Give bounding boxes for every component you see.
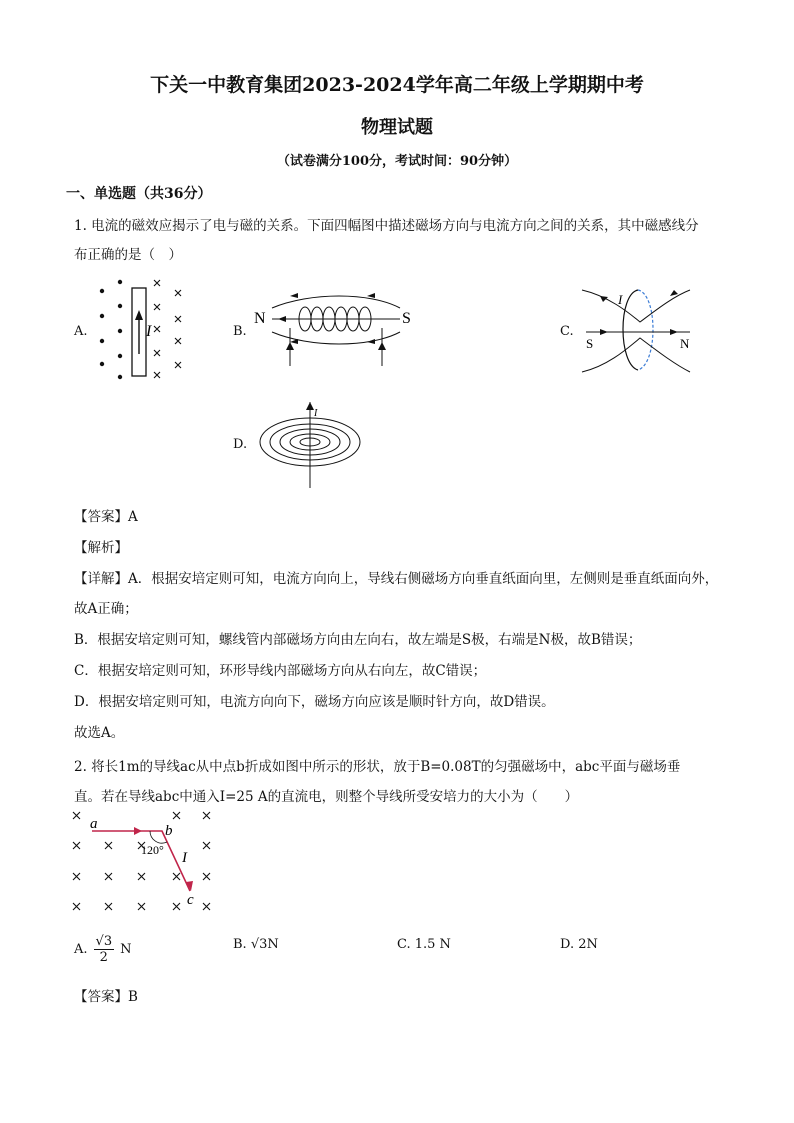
q1-fig-c-north: N bbox=[680, 336, 690, 351]
section-heading: 一、单选题（共36分） bbox=[66, 186, 212, 202]
q1-detail-c: C．根据安培定则可知，环形导线内部磁场方向从右向左，故C错误； bbox=[74, 663, 487, 679]
q1-option-a-label: A. bbox=[74, 324, 88, 339]
q1-fig-c-current-label: I bbox=[618, 292, 623, 307]
q2-option-b: B. √3N bbox=[233, 937, 279, 952]
q1-analysis-tag: 【解析】 bbox=[74, 540, 128, 556]
q2-option-c: C. 1.5 N bbox=[397, 937, 451, 952]
q1-figure-c-loop bbox=[578, 282, 698, 377]
q1-fig-b-north: N bbox=[254, 310, 266, 327]
q1-stem-line2: 布正确的是（ ） bbox=[74, 247, 182, 263]
q1-fig-d-current-label: I bbox=[314, 408, 318, 419]
q1-option-d-label: D. bbox=[233, 437, 248, 452]
q2-answer: 【答案】B bbox=[74, 989, 138, 1005]
q1-detail-b: B．根据安培定则可知，螺线管内部磁场方向由左向右，故左端是S极，右端是N极，故B错误； bbox=[74, 632, 642, 648]
page-title: 下关一中教育集团2023-2024学年高二年级上学期期中考 bbox=[150, 74, 644, 96]
q1-conclusion: 故选A。 bbox=[74, 725, 125, 741]
q2-stem-line2: 直。若在导线abc中通入I=25 A的直流电，则整个导线所受安培力的大小为（ ） bbox=[74, 789, 579, 805]
q1-figure-b-solenoid bbox=[250, 288, 430, 368]
q2-option-a-fraction: $\frac{√3}{2}$ bbox=[95, 934, 113, 965]
q1-option-b-label: B. bbox=[233, 324, 247, 339]
q2-stem-line1: 2. 将长1m的导线ac从中点b折成如图中所示的形状，放于B=0.08T的匀强磁场中，abc平面与磁场垂 bbox=[74, 759, 681, 775]
q2-fig-label-b: b bbox=[165, 823, 173, 839]
q2-fig-angle: 120° bbox=[141, 843, 164, 857]
q1-detail-a2: 故A正确； bbox=[74, 601, 138, 617]
q2-option-a: A. $\frac{√3}{2}$ N bbox=[74, 934, 132, 965]
q1-detail-d: D．根据安培定则可知，电流方向向下，磁场方向应该是顺时针方向，故D错误。 bbox=[74, 694, 555, 710]
q1-fig-b-south: S bbox=[402, 310, 411, 327]
q2-option-d: D. 2N bbox=[560, 937, 598, 952]
q2-fig-label-a: a bbox=[90, 816, 98, 832]
q1-fig-a-current-label: I bbox=[146, 323, 152, 340]
q1-figure-a bbox=[92, 276, 192, 386]
q1-fig-c-south: S bbox=[586, 336, 594, 351]
page-subtitle: 物理试题 bbox=[361, 117, 433, 138]
q1-detail-a1: 【详解】A．根据安培定则可知，电流方向向上，导线右侧磁场方向垂直纸面向里，左侧则是垂直纸面向外， bbox=[74, 571, 719, 587]
q1-figure-d-concentric bbox=[254, 400, 364, 490]
q2-fig-current: I bbox=[182, 850, 187, 866]
q2-figure bbox=[68, 806, 228, 921]
q1-option-c-label: C. bbox=[560, 324, 574, 339]
q1-answer: 【答案】A bbox=[74, 509, 138, 525]
exam-info: （试卷满分100分，考试时间：90分钟） bbox=[276, 154, 518, 169]
q2-fig-label-c: c bbox=[187, 892, 194, 908]
q1-stem-line1: 1. 电流的磁效应揭示了电与磁的关系。下面四幅图中描述磁场方向与电流方向之间的关系，其中磁感线分 bbox=[74, 218, 699, 234]
